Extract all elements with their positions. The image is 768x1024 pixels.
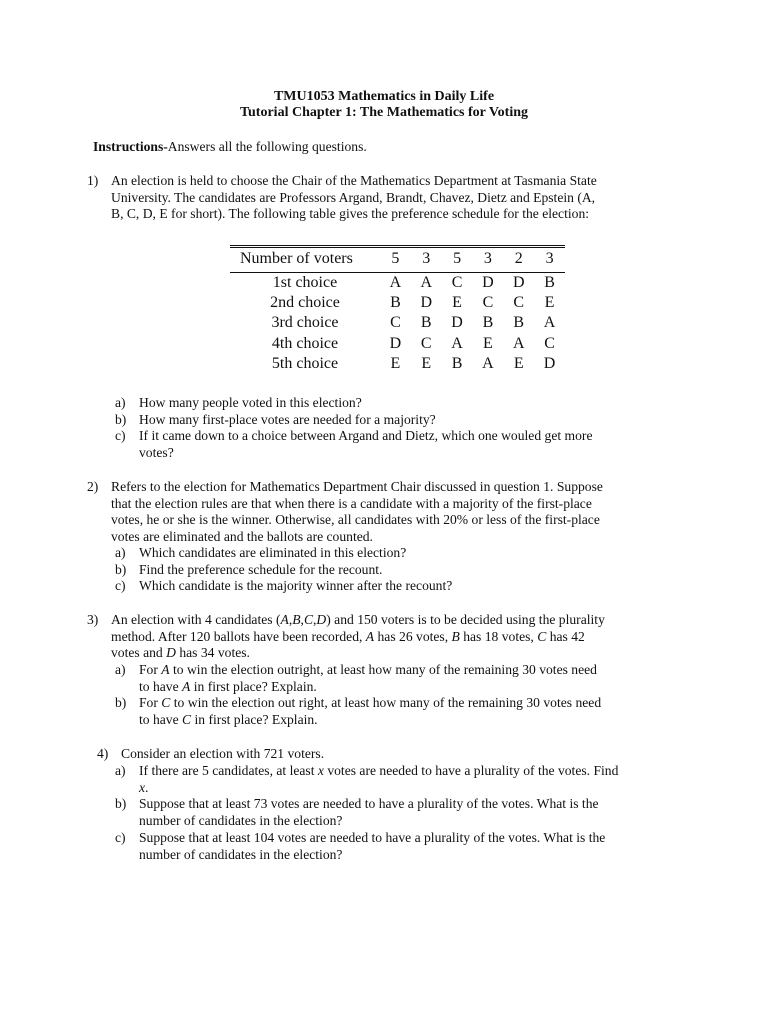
voters-count: 5 xyxy=(442,247,473,273)
table-cell: A xyxy=(512,334,525,352)
row-label: 3rd choice xyxy=(271,314,339,332)
table-cell: E xyxy=(544,294,555,312)
part-text: Which candidate is the majority winner after the recount? xyxy=(139,578,453,593)
table-header-row xyxy=(230,247,565,273)
table-cell: A xyxy=(482,354,494,372)
q2-number: 2) xyxy=(87,479,99,494)
q1-line-1: An election is held to choose the Chair of the Mathematics Department at Tasmania State xyxy=(111,173,597,188)
row-label: 4th choice xyxy=(271,334,339,352)
part-text: Which candidates are eliminated in this election? xyxy=(139,545,407,560)
part-text: How many first-place votes are needed for a majority? xyxy=(139,411,436,427)
table-cell: E xyxy=(390,354,401,372)
table-cell: C xyxy=(482,294,494,312)
table-cell: D xyxy=(543,354,556,372)
row-label: 2nd choice xyxy=(270,294,340,312)
table-cell: E xyxy=(483,334,493,352)
table-row xyxy=(230,334,565,354)
part-label: b) xyxy=(115,796,127,811)
part-label: b) xyxy=(115,411,127,427)
table-cell: A xyxy=(543,314,556,332)
voters-count: 3 xyxy=(534,247,565,273)
table-row xyxy=(230,313,565,333)
row-label: 1st choice xyxy=(272,274,338,292)
part-text: Suppose that at least 104 votes are needed to have a plurality of the votes. What is the xyxy=(139,830,606,845)
table-cell: A xyxy=(420,274,433,292)
table-cell: B xyxy=(513,314,525,332)
table-cell: B xyxy=(390,294,401,312)
q2-line-2: that the election rules are that when there is a candidate with a majority of the first-place xyxy=(111,495,592,511)
row-label: 5th choice xyxy=(271,354,339,372)
voters-count: 3 xyxy=(472,247,503,273)
part-label: c) xyxy=(115,578,126,593)
table-cell: E xyxy=(452,294,462,312)
table-cell: E xyxy=(513,354,524,372)
table-cell: C xyxy=(544,334,555,352)
part-text: For A to win the election outright, at least how many of the remaining 30 votes need xyxy=(139,662,597,677)
part-label: a) xyxy=(115,662,126,677)
part-text: If it came down to a choice between Argand and Dietz, which one wouled get more xyxy=(139,428,593,443)
table-cell: C xyxy=(420,334,432,352)
header-label: Number of voters xyxy=(230,247,380,273)
part-text: If there are 5 candidates, at least x votes are needed to have a plurality of the votes. Find xyxy=(139,763,619,778)
q4-line-1: Consider an election with 721 voters. xyxy=(121,746,325,761)
part-text: to have A in first place? Explain. xyxy=(139,678,317,694)
part-text: Suppose that at least 73 votes are needed to have a plurality of the votes. What is the xyxy=(139,796,599,811)
table-cell: C xyxy=(390,314,401,332)
part-text: Find the preference schedule for the recount. xyxy=(139,561,383,577)
q2-line-4: votes are eliminated and the ballots are counted. xyxy=(111,528,373,544)
part-text: x. xyxy=(139,779,149,795)
part-label: a) xyxy=(115,545,126,560)
q1-line-3: B, C, D, E for short). The following table gives the preference schedule for the election: xyxy=(111,206,590,221)
table-cell: D xyxy=(420,294,433,312)
table-cell: C xyxy=(451,274,463,292)
q2-line-1: Refers to the election for Mathematics Department Chair discussed in question 1. Suppose xyxy=(111,479,603,494)
part-text: votes? xyxy=(139,444,174,460)
voters-count: 5 xyxy=(380,247,411,273)
table-cell: D xyxy=(512,274,525,292)
course-title: TMU1053 Mathematics in Daily Life xyxy=(273,89,495,104)
q3-line-1: An election with 4 candidates (A,B,C,D) and 150 voters is to be decided using the plurality xyxy=(111,612,605,627)
table-cell: E xyxy=(421,354,432,372)
table-row xyxy=(230,273,565,294)
table-top-rule-1 xyxy=(230,245,565,246)
instructions-label: Instructions- xyxy=(93,139,168,154)
table-cell: B xyxy=(482,314,494,332)
q1-line-2: University. The candidates are Professors Argand, Brandt, Chavez, Dietz and Epstein (A, xyxy=(111,189,596,205)
table-cell: A xyxy=(451,334,463,352)
instructions xyxy=(93,139,367,156)
table-cell: B xyxy=(544,274,555,292)
table-cell: D xyxy=(451,314,463,332)
part-label: c) xyxy=(115,428,126,443)
table-cell: B xyxy=(451,354,463,372)
table-cell: D xyxy=(482,274,494,292)
part-label: b) xyxy=(115,561,127,577)
part-label: a) xyxy=(115,395,126,410)
preference-schedule-table xyxy=(230,247,565,374)
table-cell: C xyxy=(513,294,525,312)
part-label: c) xyxy=(115,830,126,845)
part-label: a) xyxy=(115,763,126,778)
q1-number: 1) xyxy=(87,173,99,188)
part-text: For C to win the election out right, at least how many of the remaining 30 votes need xyxy=(139,695,602,710)
tutorial-title: Tutorial Chapter 1: The Mathematics for Voting xyxy=(239,105,529,120)
table-cell: A xyxy=(389,274,402,292)
q3-line-2: method. After 120 ballots have been recorded, A has 26 votes, B has 18 votes, C has 42 xyxy=(111,628,585,644)
q4-number: 4) xyxy=(97,746,109,761)
part-text: number of candidates in the election? xyxy=(139,812,343,828)
table-row xyxy=(230,293,565,313)
part-text: number of candidates in the election? xyxy=(139,846,343,862)
part-text: to have C in first place? Explain. xyxy=(139,711,318,727)
table-cell: B xyxy=(420,314,432,332)
q3-line-3: votes and D has 34 votes. xyxy=(111,645,250,660)
q2-line-3: votes, he or she is the winner. Otherwise, all candidates with 20% or less of the first-place xyxy=(111,512,600,527)
table-row xyxy=(230,354,565,374)
part-label: b) xyxy=(115,695,127,710)
table-cell: D xyxy=(389,334,402,352)
instructions-text: Answers all the following questions. xyxy=(167,139,367,154)
part-text: How many people voted in this election? xyxy=(139,395,362,410)
voters-count: 2 xyxy=(503,247,534,273)
q3-number: 3) xyxy=(87,612,99,627)
voters-count: 3 xyxy=(411,247,442,273)
